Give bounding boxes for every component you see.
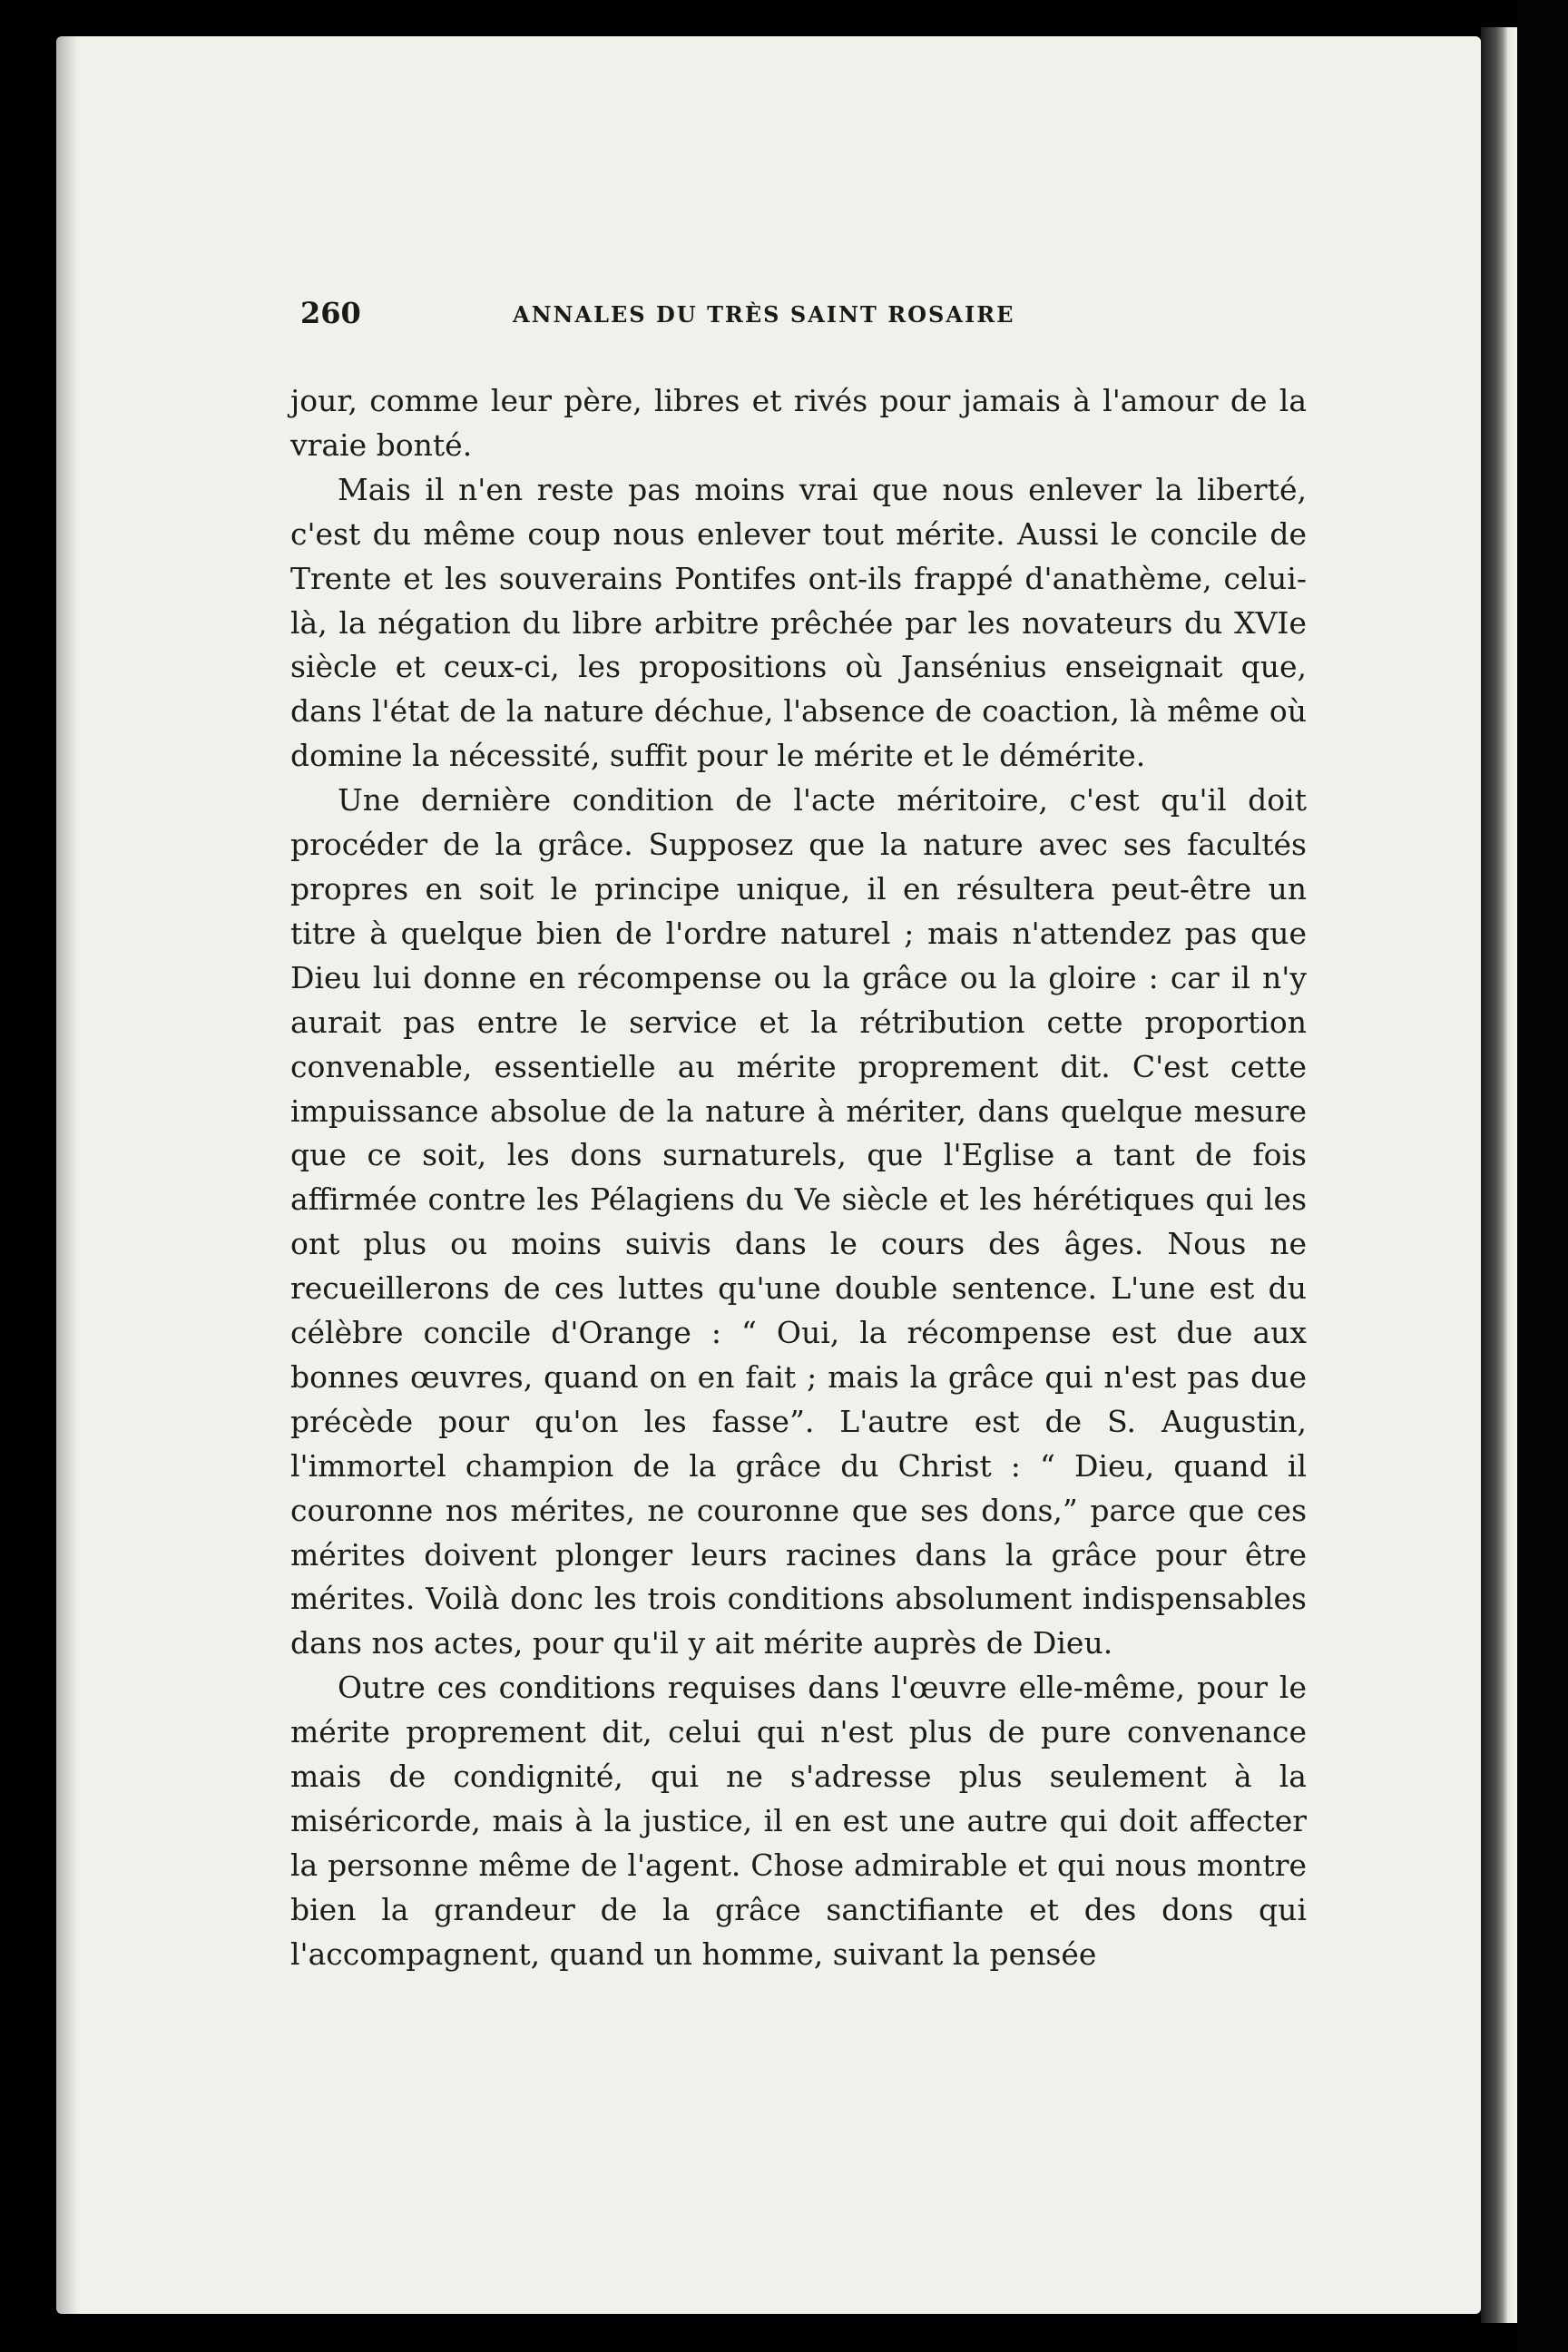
running-title: ANNALES DU TRÈS SAINT ROSAIRE [513,301,1015,328]
paragraph: Mais il n'en reste pas moins vrai que nous enlever la liberté, c'est du même coup nous enlever tout mérite. Aussi le concile de Trente et les souverains Pontifes ont-ils frappé d'anathème, celui-là, la négation du libre arbitre prêchée par les novateurs du XVIe siècle et ceux-ci, les propositions où Jansénius enseignait que, dans l'état de la nature déchue, l'absence de coaction, là même où domine la nécessité, suffit pour le mérite et le démérite. [290,471,1307,774]
adjacent-page-edge [1481,27,1517,2323]
page-body [290,379,1307,1977]
page-gutter-shadow [56,36,78,2314]
paragraph: Outre ces conditions requises dans l'œuvre elle-même, pour le mérite proprement dit, celui qui n'est plus de pure convenance mais de condignité, qui ne s'adresse plus seulement à la miséricorde, mais à la justice, il en est une autre qui doit affecter la personne même de l'agent. Chose admirable et qui nous montre bien la grandeur de la grâce sanctifiante et des dons qui l'accompagnent, quand un homme, suivant la pensée [290,1670,1307,1972]
paragraph-continued: jour, comme leur père, libres et rivés pour jamais à l'amour de la vraie bonté. [290,383,1307,463]
running-header [300,296,1300,336]
page-number: 260 [300,296,361,330]
paragraph: Une dernière condition de l'acte méritoire, c'est qu'il doit procéder de la grâce. Supposez que la nature avec ses facultés propres en soit le principe unique, il en résultera peut-être un titre à quelque bien de l'ordre naturel ; mais n'attendez pas que Dieu lui donne en récompense ou la grâce ou la gloire : car il n'y aurait pas entre le service et la rétribution cette proportion convenable, essentielle au mérite proprement dit. C'est cette impuissance absolue de la nature à mériter, dans quelque mesure que ce soit, les dons surnaturels, que l'Eglise a tant de fois affirmée contre les Pélagiens du Ve siècle et les hérétiques qui les ont plus ou moins suivis dans le cours des âges. Nous ne recueillerons de ces luttes qu'une double sentence. L'une est du célèbre concile d'Orange : “ Oui, la récompense est due aux bonnes œuvres, quand on en fait ; mais la grâce qui n'est pas due précède pour qu'on les fasse”. L'autre est de S. Augustin, l'immortel champion de la grâce du Christ : “ Dieu, quand il couronne nos mérites, ne couronne que ses dons,” parce que ces mérites doivent plonger leurs racines dans la grâce pour être mérites. Voilà donc les trois conditions absolument indispensables dans nos actes, pour qu'il y ait mérite auprès de Dieu. [290,782,1307,1661]
scan-border-right [1517,0,1568,2352]
